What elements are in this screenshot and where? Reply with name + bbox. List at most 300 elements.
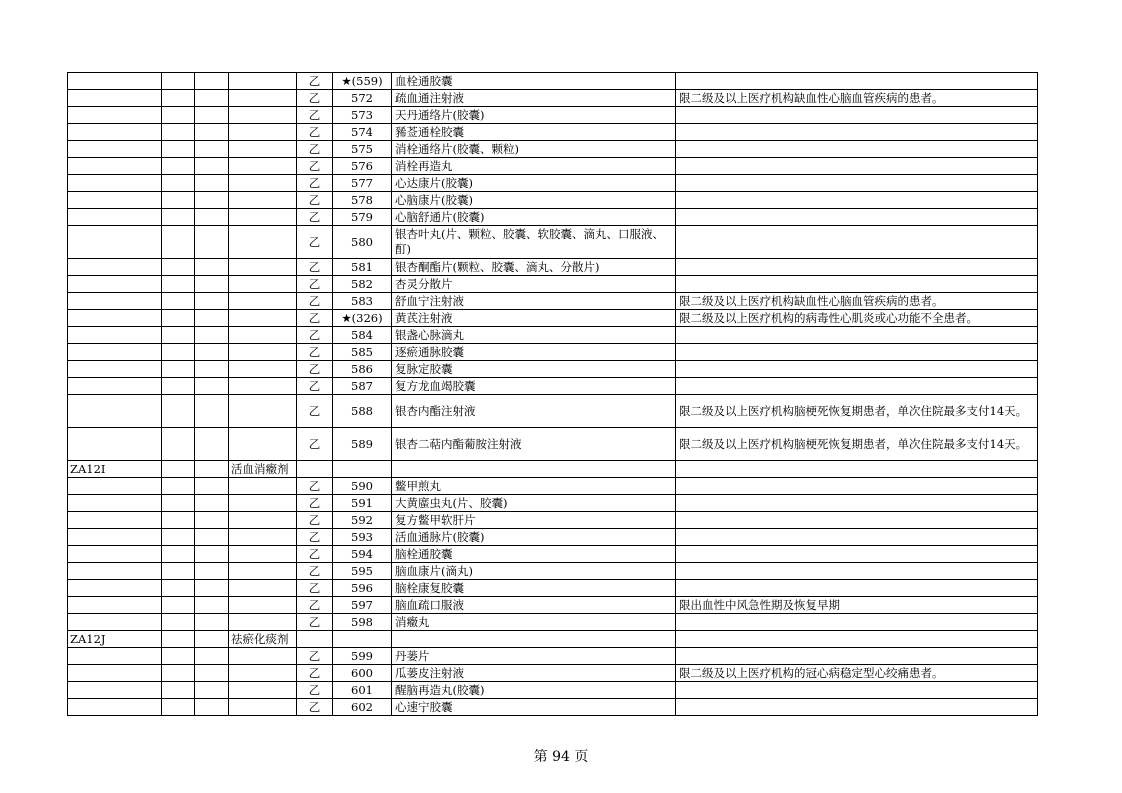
class-cell: 乙 <box>297 665 333 682</box>
code-cell <box>68 310 162 327</box>
blank-cell <box>162 580 195 597</box>
code-cell <box>68 478 162 495</box>
class-cell: 乙 <box>297 699 333 716</box>
blank-cell <box>195 209 229 226</box>
drug-name-cell: 银杏叶丸(片、颗粒、胶囊、软胶囊、滴丸、口服液、酊) <box>392 226 676 259</box>
drug-name-cell: 脑栓通胶囊 <box>392 546 676 563</box>
class-cell: 乙 <box>297 293 333 310</box>
category-cell <box>229 665 297 682</box>
code-cell <box>68 344 162 361</box>
table-row <box>68 209 1038 226</box>
number-cell: 596 <box>333 580 392 597</box>
code-cell <box>68 259 162 276</box>
table-row <box>68 141 1038 158</box>
table-row <box>68 293 1038 310</box>
table-row <box>68 461 1038 478</box>
category-cell <box>229 73 297 90</box>
drug-name-cell: 心达康片(胶囊) <box>392 175 676 192</box>
drug-name-cell: 脑栓康复胶囊 <box>392 580 676 597</box>
code-cell <box>68 648 162 665</box>
table-row <box>68 495 1038 512</box>
blank-cell <box>195 529 229 546</box>
class-cell: 乙 <box>297 580 333 597</box>
remark-cell <box>676 529 1038 546</box>
blank-cell <box>195 226 229 259</box>
number-cell: 589 <box>333 428 392 461</box>
blank-cell <box>162 259 195 276</box>
number-cell: 572 <box>333 90 392 107</box>
blank-cell <box>195 327 229 344</box>
code-cell <box>68 428 162 461</box>
drug-name-cell: 银盏心脉滴丸 <box>392 327 676 344</box>
drug-name-cell: 复方龙血竭胶囊 <box>392 378 676 395</box>
remark-cell <box>676 478 1038 495</box>
code-cell <box>68 378 162 395</box>
drug-name-cell: 逐瘀通脉胶囊 <box>392 344 676 361</box>
class-cell <box>297 461 333 478</box>
number-cell: 598 <box>333 614 392 631</box>
blank-cell <box>162 682 195 699</box>
number-cell: 591 <box>333 495 392 512</box>
category-cell <box>229 226 297 259</box>
remark-cell <box>676 209 1038 226</box>
table-row <box>68 699 1038 716</box>
number-cell: 588 <box>333 395 392 428</box>
number-cell: 578 <box>333 192 392 209</box>
class-cell: 乙 <box>297 597 333 614</box>
class-cell: 乙 <box>297 614 333 631</box>
blank-cell <box>195 192 229 209</box>
blank-cell <box>195 378 229 395</box>
number-cell: 580 <box>333 226 392 259</box>
blank-cell <box>162 478 195 495</box>
drug-name-cell: 复方鳖甲软肝片 <box>392 512 676 529</box>
blank-cell <box>195 665 229 682</box>
table-row <box>68 546 1038 563</box>
remark-cell <box>676 327 1038 344</box>
number-cell: 583 <box>333 293 392 310</box>
blank-cell <box>162 327 195 344</box>
remark-cell: 限二级及以上医疗机构缺血性心脑血管疾病的患者。 <box>676 293 1038 310</box>
table-row <box>68 73 1038 90</box>
blank-cell <box>195 648 229 665</box>
category-cell <box>229 597 297 614</box>
blank-cell <box>195 614 229 631</box>
blank-cell <box>162 699 195 716</box>
category-cell <box>229 495 297 512</box>
blank-cell <box>195 563 229 580</box>
blank-cell <box>162 192 195 209</box>
category-cell <box>229 682 297 699</box>
blank-cell <box>195 107 229 124</box>
code-cell <box>68 665 162 682</box>
blank-cell <box>195 428 229 461</box>
category-cell <box>229 428 297 461</box>
category-cell <box>229 209 297 226</box>
blank-cell <box>195 478 229 495</box>
remark-cell <box>676 495 1038 512</box>
remark-cell <box>676 107 1038 124</box>
blank-cell <box>195 631 229 648</box>
class-cell: 乙 <box>297 107 333 124</box>
blank-cell <box>162 597 195 614</box>
number-cell: ★(326) <box>333 310 392 327</box>
code-cell <box>68 175 162 192</box>
code-cell <box>68 124 162 141</box>
class-cell: 乙 <box>297 124 333 141</box>
code-cell <box>68 529 162 546</box>
code-cell <box>68 158 162 175</box>
drug-name-cell: 脑血疏口服液 <box>392 597 676 614</box>
code-cell <box>68 293 162 310</box>
blank-cell <box>162 124 195 141</box>
category-cell <box>229 192 297 209</box>
remark-cell <box>676 682 1038 699</box>
table-row <box>68 192 1038 209</box>
blank-cell <box>162 631 195 648</box>
number-cell <box>333 461 392 478</box>
drug-name-cell: 心脑康片(胶囊) <box>392 192 676 209</box>
number-cell: 602 <box>333 699 392 716</box>
number-cell: ★(559) <box>333 73 392 90</box>
blank-cell <box>162 361 195 378</box>
number-cell: 574 <box>333 124 392 141</box>
blank-cell <box>195 512 229 529</box>
category-cell <box>229 175 297 192</box>
blank-cell <box>195 461 229 478</box>
drug-name-cell: 舒血宁注射液 <box>392 293 676 310</box>
blank-cell <box>162 344 195 361</box>
table-row <box>68 361 1038 378</box>
category-cell <box>229 158 297 175</box>
code-cell <box>68 107 162 124</box>
number-cell: 579 <box>333 209 392 226</box>
blank-cell <box>162 310 195 327</box>
class-cell: 乙 <box>297 344 333 361</box>
table-row <box>68 529 1038 546</box>
remark-cell <box>676 563 1038 580</box>
category-cell <box>229 699 297 716</box>
drug-name-cell: 活血通脉片(胶囊) <box>392 529 676 546</box>
remark-cell <box>676 259 1038 276</box>
table-row <box>68 259 1038 276</box>
page-number: 第 94 页 <box>533 749 589 765</box>
table-row <box>68 580 1038 597</box>
number-cell: 587 <box>333 378 392 395</box>
table-row <box>68 344 1038 361</box>
drug-name-cell: 天丹通络片(胶囊) <box>392 107 676 124</box>
number-cell: 593 <box>333 529 392 546</box>
table-row <box>68 597 1038 614</box>
remark-cell <box>676 192 1038 209</box>
category-cell <box>229 478 297 495</box>
category-cell <box>229 361 297 378</box>
drug-name-cell: 血栓通胶囊 <box>392 73 676 90</box>
drug-name-cell: 醒脑再造丸(胶囊) <box>392 682 676 699</box>
blank-cell <box>195 580 229 597</box>
blank-cell <box>195 395 229 428</box>
drug-name-cell: 丹蒌片 <box>392 648 676 665</box>
blank-cell <box>195 259 229 276</box>
remark-cell <box>676 614 1038 631</box>
remark-cell <box>676 512 1038 529</box>
code-cell <box>68 73 162 90</box>
blank-cell <box>195 495 229 512</box>
category-cell <box>229 614 297 631</box>
remark-cell <box>676 124 1038 141</box>
number-cell <box>333 631 392 648</box>
remark-cell <box>676 361 1038 378</box>
blank-cell <box>162 512 195 529</box>
drug-name-cell: 消栓通络片(胶囊、颗粒) <box>392 141 676 158</box>
code-cell <box>68 495 162 512</box>
drug-name-cell: 银杏二萜内酯葡胺注射液 <box>392 428 676 461</box>
blank-cell <box>195 361 229 378</box>
blank-cell <box>195 90 229 107</box>
blank-cell <box>162 378 195 395</box>
class-cell: 乙 <box>297 259 333 276</box>
class-cell: 乙 <box>297 546 333 563</box>
class-cell: 乙 <box>297 395 333 428</box>
table-row <box>68 378 1038 395</box>
category-cell <box>229 580 297 597</box>
class-cell: 乙 <box>297 226 333 259</box>
class-cell: 乙 <box>297 428 333 461</box>
remark-cell <box>676 580 1038 597</box>
number-cell: 586 <box>333 361 392 378</box>
number-cell: 575 <box>333 141 392 158</box>
code-cell <box>68 141 162 158</box>
code-cell <box>68 395 162 428</box>
blank-cell <box>195 699 229 716</box>
category-cell: 祛瘀化痰剂 <box>229 631 297 648</box>
remark-cell <box>676 344 1038 361</box>
table-row <box>68 631 1038 648</box>
drug-name-cell: 银杏内酯注射液 <box>392 395 676 428</box>
blank-cell <box>162 428 195 461</box>
drug-name-cell: 鳖甲煎丸 <box>392 478 676 495</box>
drug-name-cell: 豨莶通栓胶囊 <box>392 124 676 141</box>
category-cell <box>229 546 297 563</box>
blank-cell <box>162 648 195 665</box>
number-cell: 595 <box>333 563 392 580</box>
table-row <box>68 395 1038 428</box>
category-cell <box>229 395 297 428</box>
number-cell: 576 <box>333 158 392 175</box>
category-cell <box>229 310 297 327</box>
table-row <box>68 310 1038 327</box>
drug-name-cell: 黄芪注射液 <box>392 310 676 327</box>
category-cell <box>229 293 297 310</box>
blank-cell <box>195 141 229 158</box>
blank-cell <box>162 90 195 107</box>
category-cell <box>229 344 297 361</box>
class-cell: 乙 <box>297 192 333 209</box>
drug-name-cell: 银杏酮酯片(颗粒、胶囊、滴丸、分散片) <box>392 259 676 276</box>
class-cell: 乙 <box>297 310 333 327</box>
blank-cell <box>162 175 195 192</box>
class-cell: 乙 <box>297 141 333 158</box>
number-cell: 585 <box>333 344 392 361</box>
remark-cell <box>676 648 1038 665</box>
blank-cell <box>195 73 229 90</box>
blank-cell <box>162 495 195 512</box>
remark-cell <box>676 631 1038 648</box>
blank-cell <box>162 563 195 580</box>
category-cell <box>229 327 297 344</box>
table-row <box>68 327 1038 344</box>
category-cell <box>229 648 297 665</box>
number-cell: 601 <box>333 682 392 699</box>
table-row <box>68 614 1038 631</box>
class-cell: 乙 <box>297 495 333 512</box>
remark-cell <box>676 546 1038 563</box>
blank-cell <box>162 293 195 310</box>
remark-cell <box>676 158 1038 175</box>
category-cell <box>229 512 297 529</box>
number-cell: 584 <box>333 327 392 344</box>
table-row <box>68 563 1038 580</box>
blank-cell <box>195 344 229 361</box>
drug-name-cell: 杏灵分散片 <box>392 276 676 293</box>
code-cell <box>68 327 162 344</box>
drug-list-table <box>67 72 1038 716</box>
blank-cell <box>162 395 195 428</box>
remark-cell: 限二级及以上医疗机构脑梗死恢复期患者，单次住院最多支付14天。 <box>676 395 1038 428</box>
blank-cell <box>195 597 229 614</box>
number-cell: 577 <box>333 175 392 192</box>
remark-cell <box>676 226 1038 259</box>
code-cell <box>68 192 162 209</box>
blank-cell <box>162 226 195 259</box>
category-cell <box>229 124 297 141</box>
category-cell <box>229 259 297 276</box>
class-cell: 乙 <box>297 90 333 107</box>
blank-cell <box>195 175 229 192</box>
code-cell <box>68 614 162 631</box>
blank-cell <box>195 682 229 699</box>
blank-cell <box>195 158 229 175</box>
drug-name-cell <box>392 631 676 648</box>
drug-name-cell: 复脉定胶囊 <box>392 361 676 378</box>
blank-cell <box>162 665 195 682</box>
blank-cell <box>195 276 229 293</box>
number-cell: 582 <box>333 276 392 293</box>
remark-cell <box>676 175 1038 192</box>
remark-cell: 限二级及以上医疗机构缺血性心脑血管疾病的患者。 <box>676 90 1038 107</box>
drug-name-cell: 瓜蒌皮注射液 <box>392 665 676 682</box>
number-cell: 573 <box>333 107 392 124</box>
table-row <box>68 478 1038 495</box>
blank-cell <box>162 529 195 546</box>
number-cell: 597 <box>333 597 392 614</box>
category-cell <box>229 107 297 124</box>
number-cell: 594 <box>333 546 392 563</box>
drug-name-cell: 心速宁胶囊 <box>392 699 676 716</box>
class-cell: 乙 <box>297 682 333 699</box>
blank-cell <box>162 614 195 631</box>
code-cell <box>68 209 162 226</box>
remark-cell <box>676 461 1038 478</box>
number-cell: 600 <box>333 665 392 682</box>
number-cell: 590 <box>333 478 392 495</box>
category-cell: 活血消癥剂 <box>229 461 297 478</box>
class-cell: 乙 <box>297 512 333 529</box>
blank-cell <box>195 546 229 563</box>
code-cell <box>68 361 162 378</box>
class-cell: 乙 <box>297 648 333 665</box>
code-cell: ZA12J <box>68 631 162 648</box>
table-row <box>68 107 1038 124</box>
class-cell: 乙 <box>297 361 333 378</box>
code-cell: ZA12I <box>68 461 162 478</box>
remark-cell <box>676 699 1038 716</box>
code-cell <box>68 563 162 580</box>
table-row <box>68 648 1038 665</box>
drug-name-cell: 消癥丸 <box>392 614 676 631</box>
blank-cell <box>162 107 195 124</box>
remark-cell: 限二级及以上医疗机构的冠心病稳定型心绞痛患者。 <box>676 665 1038 682</box>
class-cell <box>297 631 333 648</box>
category-cell <box>229 90 297 107</box>
blank-cell <box>162 158 195 175</box>
code-cell <box>68 90 162 107</box>
class-cell: 乙 <box>297 478 333 495</box>
remark-cell <box>676 378 1038 395</box>
class-cell: 乙 <box>297 378 333 395</box>
drug-name-cell: 脑血康片(滴丸) <box>392 563 676 580</box>
remark-cell: 限出血性中风急性期及恢复早期 <box>676 597 1038 614</box>
category-cell <box>229 529 297 546</box>
code-cell <box>68 512 162 529</box>
blank-cell <box>162 141 195 158</box>
drug-name-cell: 疏血通注射液 <box>392 90 676 107</box>
category-cell <box>229 378 297 395</box>
drug-name-cell: 心脑舒通片(胶囊) <box>392 209 676 226</box>
class-cell: 乙 <box>297 209 333 226</box>
number-cell: 599 <box>333 648 392 665</box>
table-row <box>68 682 1038 699</box>
class-cell: 乙 <box>297 175 333 192</box>
remark-cell: 限二级及以上医疗机构脑梗死恢复期患者，单次住院最多支付14天。 <box>676 428 1038 461</box>
blank-cell <box>195 124 229 141</box>
table-row <box>68 90 1038 107</box>
table-row <box>68 124 1038 141</box>
table-row <box>68 428 1038 461</box>
table-row <box>68 512 1038 529</box>
number-cell: 581 <box>333 259 392 276</box>
number-cell: 592 <box>333 512 392 529</box>
class-cell: 乙 <box>297 158 333 175</box>
code-cell <box>68 699 162 716</box>
class-cell: 乙 <box>297 327 333 344</box>
code-cell <box>68 682 162 699</box>
code-cell <box>68 226 162 259</box>
blank-cell <box>162 461 195 478</box>
class-cell: 乙 <box>297 563 333 580</box>
code-cell <box>68 276 162 293</box>
blank-cell <box>162 73 195 90</box>
category-cell <box>229 563 297 580</box>
blank-cell <box>195 310 229 327</box>
class-cell: 乙 <box>297 529 333 546</box>
table-body <box>68 73 1038 716</box>
table-row <box>68 665 1038 682</box>
blank-cell <box>162 209 195 226</box>
blank-cell <box>162 276 195 293</box>
remark-cell <box>676 276 1038 293</box>
table-row <box>68 276 1038 293</box>
